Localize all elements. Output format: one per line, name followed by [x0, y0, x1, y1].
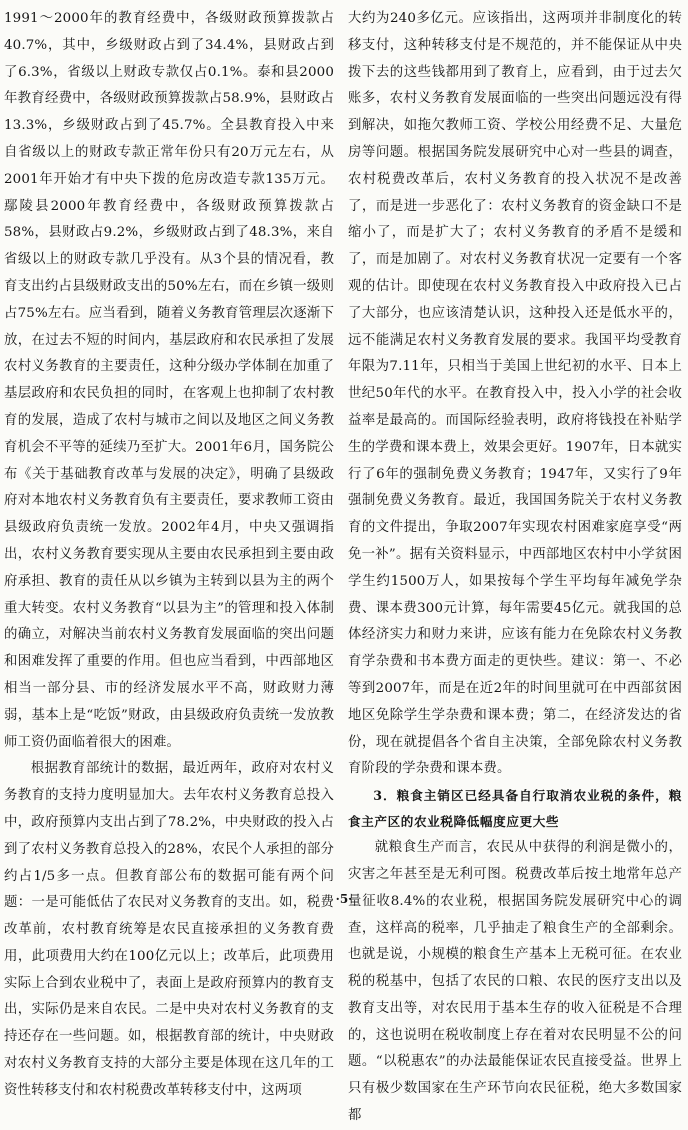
left-text-column: [4, 6, 334, 1105]
page-number: ·5·: [335, 892, 353, 906]
right-paragraph-1: 大约为240多亿元。应该指出，这两项并非制度化的转移支付，这种转移支付是不规范的，并不能保证从中央拨下去的这些钱都用到了教育上，应看到，由于过去欠账多，农村义务教育发展面临的一些突出问题远没有得到解决，如拖欠教师工资、学校公用经费不足、大量危房等问题。根据国务院发展研究中心对一些县的调查，农村税费改革后，农村义务教育的投入状况不是改善了，而是进一步恶化了：农村义务教育的资金缺口不是缩小了，而是扩大了；农村义务教育的矛盾不是缓和了，而是加剧了。对农村义务教育状况一定要有一个客观的估计。即使现在农村义务教育投入中政府投入已占了大部分，也应该清楚认识，这种投入还是低水平的，远不能满足农村义务教育发展的要求。我国平均受教育年限为7.11年，只相当于美国上世纪初的水平、日本上世纪50年代的水平。在教育投入中，投入小学的社会收益率是最高的。而国际经验表明，政府将钱投在补贴学生的学费和课本费上，效果会更好。1907年，日本就实行了6年的强制免费义务教育；1947年，又实行了9年强制免费义务教育。最近，我国国务院关于农村义务教育的文件提出，争取2007年实现农村困难家庭享受“两免一补”。据有关资料显示，中西部地区农村中小学贫困学生约1500万人，如果按每个学生平均每年减免学杂费、课本费300元计算，每年需要45亿元。就我国的总体经济实力和财力来讲，应该有能力在免除农村义务教育学杂费和书本费方面走的更快些。建议：第一、不必等到2007年，而是在近2年的时间里就可在中西部贫困地区免除学生学杂费和课本费；第二，在经济发达的省份，现在就提倡各个省自主决策，全部免除农村义务教育阶段的学杂费和课本费。: [348, 11, 682, 777]
left-paragraph-1: 1991～2000年的教育经费中，各级财政预算拨款占40.7%，其中，乡级财政占到了34.4%，县财政占到了6.3%，省级以上财政专款仅占0.1%。泰和县2000年教育经费中，各级财政预算拨款占58.9%，县财政占13.3%，乡级财政占到了45.7%。全县教育投入中来自省级以上的财政专款正常年份只有20万元左右，从2001年开始才有中央下拨的危房改造专款135万元。鄢陵县2000年教育经费中，各级财政预算拨款占58%，县财政占9.2%，乡级财政占到了48.3%，来自省级以上的财政专款几乎没有。从3个县的情况看，教育支出约占县级财政支出的50%左右，而在乡镇一级则占75%左右。应当看到，随着义务教育管理层次逐渐下放，在过去不短的时间内，基层政府和农民承担了发展农村义务教育的主要责任，这种分级办学体制在加重了基层政府和农民负担的同时，在客观上也抑制了农村教育的发展，造成了农村与城市之间以及地区之间义务教育机会不平等的延续乃至扩大。2001年6月，国务院公布《关于基础教育改革与发展的决定》，明确了县级政府对本地农村义务教育负有主要责任，要求教师工资由县级政府负责统一发放。2002年4月，中央又强调指出，农村义务教育要实现从主要由农民承担到主要由政府承担、教育的责任从以乡镇为主转到以县为主的两个重大转变。农村义务教育“以县为主”的管理和投入体制的确立，对解决当前农村义务教育发展面临的突出问题和困难发挥了重要的作用。但也应当看到，中西部地区相当一部分县、市的经济发展水平不高，财政财力薄弱，基本上是“吃饭”财政，由县级政府负责统一发放教师工资仍面临着很大的困难。: [4, 11, 334, 750]
right-text-column: [348, 6, 682, 1130]
left-paragraph-2: 根据教育部统计的数据，最近两年，政府对农村义务教育的支持力度明显加大。去年农村义务教育总投入中，政府预算内支出占到了78.2%，中央财政的投入占到了农村义务教育总投入的28%，农民个人承担的部分约占1/5多一点。但教育部公布的数据可能有两个问题：一是可能低估了农民对义务教育的支出。如，税费改革前，农村教育统筹是农民直接承担的义务教育费用，此项费用大约在100亿元以上；改革后，此项费用实际上合到农业税中了，表面上是政府预算内的教育支出，实际仍是来自农民。二是中央对农村义务教育的支持还存在一些问题。如，根据教育部的统计，中央财政对农村义务教育支持的大部分主要是体现在这几年的工资性转移支付和农村税费改革转移支付中，这两项: [4, 761, 334, 1098]
section-heading: 3．粮食主销区已经具备自行取消农业税的条件，粮食主产区的农业税降低幅度应更大些: [348, 788, 682, 830]
right-paragraph-2: 就粮食生产而言，农民从中获得的利润是微小的，灾害之年甚至是无利可图。税费改革后按土地常年总产量征收8.4%的农业税，根据国务院发展研究中心的调查，这样高的税率，几乎抽走了粮食生产的全部剩余。也就是说，小规模的粮食生产基本上无税可征。在农业税的税基中，包括了农民的口粮、农民的医疗支出以及教育支出等，对农民用于基本生存的收入征税是不合理的，这也说明在税收制度上存在着对农民明显不公的问题。“以税惠农”的办法最能保证农民直接受益。世界上只有极少数国家在生产环节向农民征税，绝大多数国家都: [348, 840, 682, 1124]
